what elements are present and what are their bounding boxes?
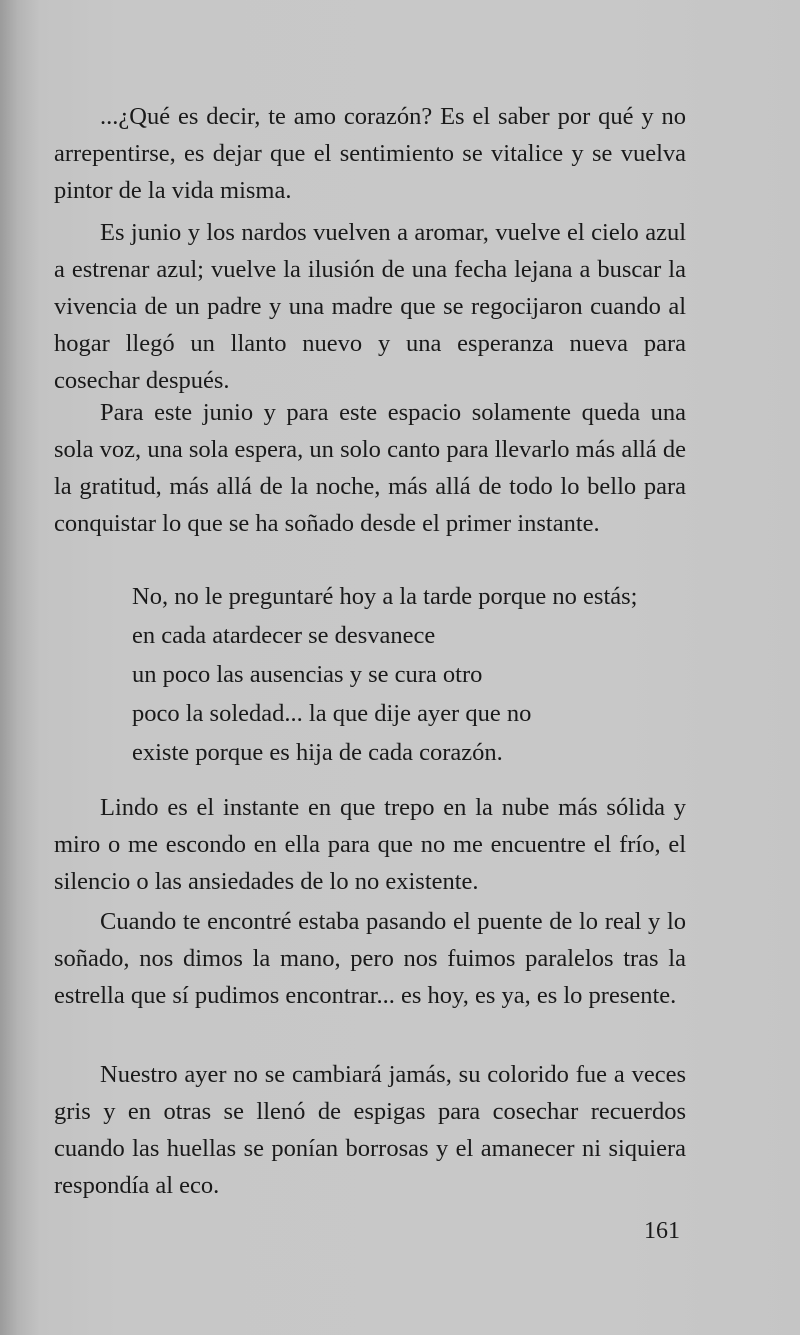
verse-line-2: en cada atardecer se desvanece (132, 622, 436, 649)
paragraph-4: Lindo es el instante en que trepo en la nube más sólida y miro o me escondo en ella para que no me encuentre el frío, el silencio o las ansiedades de lo no existente. (54, 794, 686, 895)
verse-line-4: poco la soledad... la que dije ayer que no (132, 700, 532, 727)
paragraph-5: Cuando te encontré estaba pasando el puente de lo real y lo soñado, nos dimos la mano, pero nos fuimos paralelos tras la estrella que sí pudimos encontrar... es hoy, es ya, es lo presente. (54, 908, 686, 1009)
paragraph-6: Nuestro ayer no se cambiará jamás, su colorido fue a veces gris y en otras se llenó de espigas para cosechar recuerdos cuando las huellas se ponían borrosas y el amanecer ni siquiera respondía al eco. (54, 1061, 686, 1199)
verse-line-3: un poco las ausencias y se cura otro (132, 661, 483, 688)
page-number: 161 (644, 1218, 680, 1244)
paragraph-1: ...¿Qué es decir, te amo corazón? Es el saber por qué y no arrepentirse, es dejar que el sentimiento se vitalice y se vuelva pintor de la vida misma. (54, 103, 686, 204)
verse-line-5: existe porque es hija de cada corazón. (132, 739, 503, 766)
verse-line-1: No, no le preguntaré hoy a la tarde porque no estás; (132, 583, 638, 610)
paragraph-2: Es junio y los nardos vuelven a aromar, vuelve el cielo azul a estrenar azul; vuelve la ilusión de una fecha lejana a buscar la vivencia de un padre y una madre que se regocijaron cuando al hogar llegó un llanto nuevo y una esperanza nueva para cosechar después. (54, 219, 686, 394)
paragraph-3: Para este junio y para este espacio solamente queda una sola voz, una sola espera, un solo canto para llevarlo más allá de la gratitud, más allá de la noche, más allá de todo lo bello para conquistar lo que se ha soñado desde el primer instante. (54, 399, 686, 537)
